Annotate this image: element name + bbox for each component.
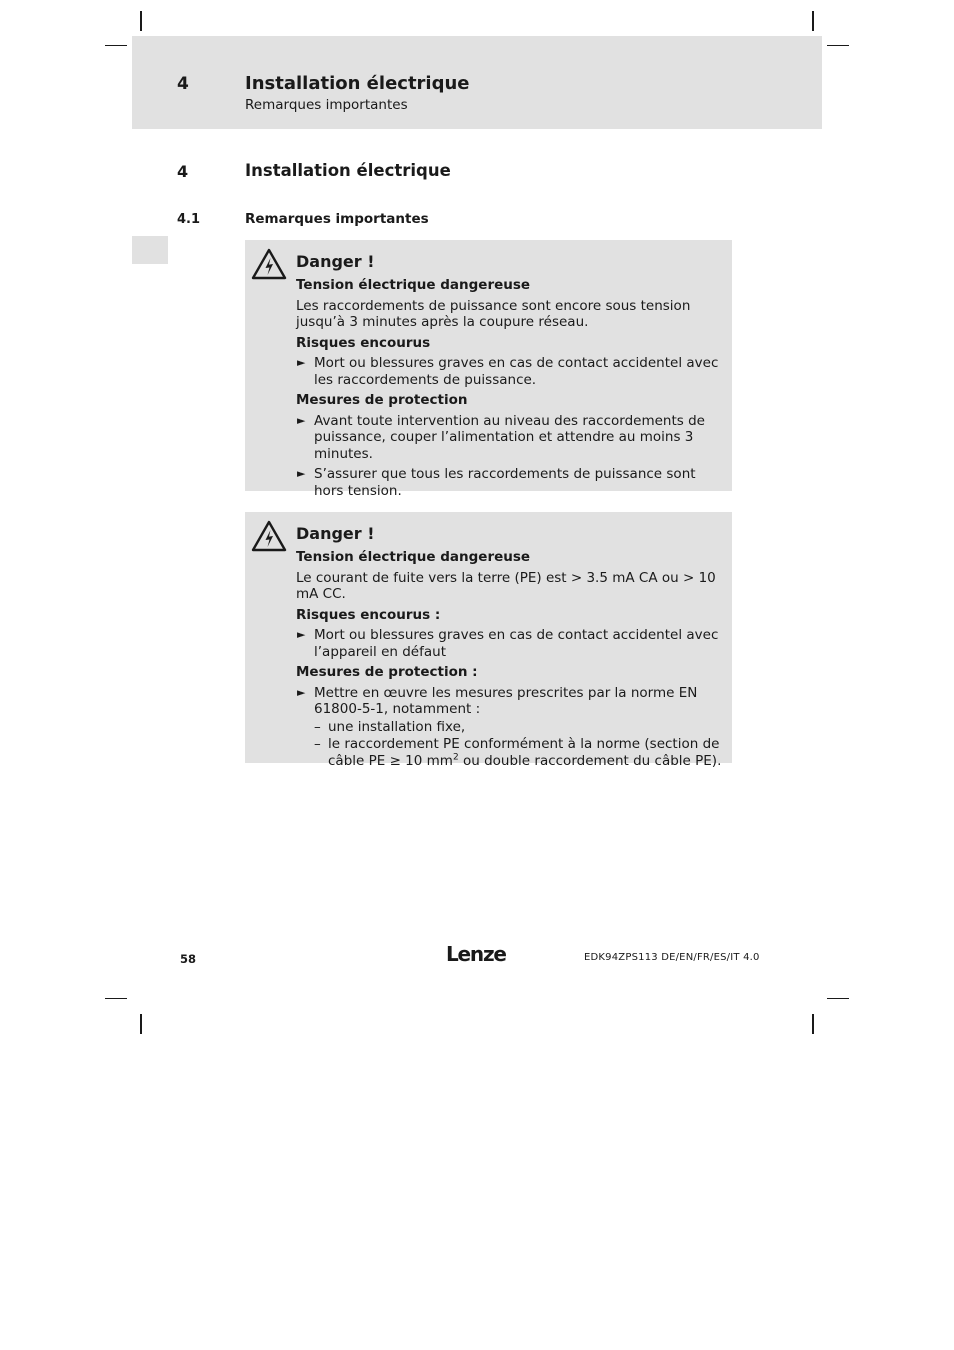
- hazard-text: Le courant de fuite vers la terre (PE) est > 3.5 mA CA ou > 10 mA CC.: [296, 569, 716, 602]
- danger-title: Danger !: [296, 252, 375, 271]
- section-title: Installation électrique: [245, 161, 451, 180]
- hazard-heading: Tension électrique dangereuse: [296, 549, 531, 565]
- dash-mark: –: [314, 718, 321, 735]
- sub-measure-text: une installation fixe,: [328, 718, 466, 735]
- risks-heading: Risques encourus :: [296, 606, 441, 623]
- sub-measure-text: [328, 736, 721, 769]
- risks-heading: Risques encourus: [296, 334, 431, 351]
- bullet-arrow-icon: ►: [297, 413, 306, 427]
- danger-title: Danger !: [296, 524, 375, 543]
- danger-notice-1: [245, 240, 732, 499]
- sub-measure-text-pre: le raccordement PE conformément à la norme (section de câble PE ≥ 10 mm: [328, 736, 720, 769]
- lenze-logo: Lenze: [446, 942, 506, 966]
- bullet-arrow-icon: ►: [297, 628, 306, 641]
- risk-item: [296, 355, 724, 388]
- sub-measure-text-post: ou double raccordement du câble PE).: [458, 752, 722, 769]
- risk-item: [296, 627, 724, 660]
- subsection-number: 4.1: [177, 212, 201, 227]
- measure-item-text: Mettre en œuvre les mesures prescrites par la norme EN 61800-5-1, notamment :: [314, 684, 698, 717]
- bullet-arrow-icon: ►: [297, 685, 306, 699]
- sub-measure-item: [314, 719, 724, 736]
- crop-mark-bottom-left-v: [140, 1014, 142, 1034]
- dash-mark: –: [314, 736, 321, 752]
- crop-mark-bottom-left-h: [105, 998, 127, 999]
- crop-mark-bottom-right-v: [812, 1014, 814, 1034]
- running-header-band: [132, 36, 822, 129]
- running-header-chapter-number: 4: [177, 74, 189, 94]
- risk-item-text: Mort ou blessures graves en cas de contact accidentel avec l’appareil en défaut: [314, 627, 719, 660]
- risk-item-text: Mort ou blessures graves en cas de contact accidentel avec les raccordements de puissance.: [314, 355, 719, 388]
- crop-mark-top-left-h: [105, 45, 127, 46]
- danger-notice-2: [245, 512, 732, 769]
- document-code: EDK94ZPS113 DE/EN/FR/ES/IT 4.0: [584, 952, 760, 963]
- running-header-subtitle: Remarques importantes: [245, 97, 408, 113]
- electrical-hazard-warning-icon: [251, 520, 287, 552]
- crop-mark-bottom-right-h: [827, 998, 849, 999]
- page-number: 58: [180, 952, 197, 966]
- electrical-hazard-warning-icon: [251, 248, 287, 280]
- crop-mark-top-left-v: [140, 11, 142, 31]
- section-number: 4: [177, 162, 189, 181]
- measure-item: [296, 685, 724, 770]
- chapter-side-tab: [132, 236, 168, 264]
- sub-measure-item: [314, 736, 724, 769]
- measure-item: [296, 466, 724, 499]
- measure-item: [296, 413, 724, 463]
- bullet-arrow-icon: ►: [297, 467, 306, 480]
- measures-heading: Mesures de protection :: [296, 664, 478, 680]
- crop-mark-top-right-h: [827, 45, 849, 46]
- hazard-heading: Tension électrique dangereuse: [296, 277, 531, 293]
- hazard-text: Les raccordements de puissance sont encore sous tension jusqu’à 3 minutes après la coupure réseau.: [296, 297, 691, 330]
- subsection-title: Remarques importantes: [245, 211, 429, 227]
- measure-item-text: S’assurer que tous les raccordements de puissance sont hors tension.: [314, 466, 696, 499]
- crop-mark-top-right-v: [812, 11, 814, 31]
- running-header-chapter-title: Installation électrique: [245, 73, 470, 94]
- superscript-exponent: 2: [452, 752, 459, 762]
- bullet-arrow-icon: ►: [297, 356, 306, 369]
- measures-heading: Mesures de protection: [296, 392, 468, 408]
- measure-item-text: Avant toute intervention au niveau des raccordements de puissance, couper l’alimentation et attendre au moins 3 minutes.: [314, 412, 705, 462]
